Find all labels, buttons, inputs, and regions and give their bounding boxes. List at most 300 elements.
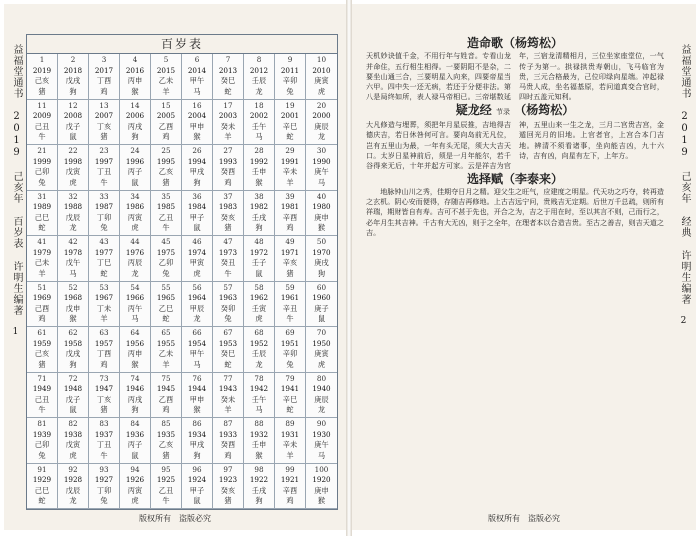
cell-year: 1984 xyxy=(187,202,207,212)
cell-year: 1985 xyxy=(156,202,176,212)
cell-age: 70 xyxy=(316,328,327,337)
cell-ganzhi: 甲寅 xyxy=(189,258,205,268)
table-cell xyxy=(120,418,151,464)
cell-ganzhi: 甲申 xyxy=(189,121,205,131)
table-cell xyxy=(182,418,213,464)
table-cell xyxy=(275,145,306,191)
table-cell xyxy=(182,282,213,328)
cell-ganzhi: 丙寅 xyxy=(127,212,143,222)
cell-age: 27 xyxy=(223,146,233,155)
cell-zodiac: 猪 xyxy=(100,132,108,142)
table-cell xyxy=(275,464,306,510)
cell-ganzhi: 甲戌 xyxy=(189,167,205,177)
cell-zodiac: 蛇 xyxy=(224,359,232,369)
cell-ganzhi: 壬申 xyxy=(251,167,267,177)
table-cell xyxy=(151,373,182,419)
cell-year: 2003 xyxy=(218,111,238,121)
cell-ganzhi: 乙卯 xyxy=(158,258,174,268)
table-cell xyxy=(306,373,337,419)
cell-zodiac: 牛 xyxy=(38,405,46,415)
cell-age: 18 xyxy=(254,100,264,110)
cell-age: 67 xyxy=(223,328,233,337)
cell-age: 71 xyxy=(37,373,47,383)
left-sidebar xyxy=(6,44,26,349)
cell-age: 62 xyxy=(68,328,78,337)
section-body: 天机妙诀值千金，不用行年与姓音。专看山龙并命住，五行相生相得。一要阴阳不是杂，二要坐山通三合，三要明星入向来，四要帝星当六甲。四中失一还无病，若还于分便非法。第八是局终如所，表人禄马帝相已。三帝堪数延年，三宿龙清精相月，三位坐家座堂位，一气传子为第一。拱禄拱贵寿朝山，飞马临官为贵，三元合格最为，己位印绿向星端。冲起禄马贵人成，坐名福基原，若问道真变合官时，四时五盖元知利。 xyxy=(366,51,664,102)
cell-ganzhi: 壬午 xyxy=(251,121,267,131)
table-cell xyxy=(244,282,275,328)
cell-age: 86 xyxy=(192,419,202,428)
table-cell xyxy=(244,191,275,237)
cell-age: 20 xyxy=(316,100,327,110)
cell-zodiac: 猴 xyxy=(193,405,201,415)
cell-zodiac: 虎 xyxy=(193,268,201,278)
cell-ganzhi: 癸酉 xyxy=(220,167,236,177)
cell-zodiac: 马 xyxy=(69,268,77,278)
page-number: 1 xyxy=(12,327,20,337)
table-cell xyxy=(120,464,151,510)
cell-ganzhi: 庚午 xyxy=(314,440,329,450)
table-cell xyxy=(151,327,182,373)
cell-ganzhi: 壬戌 xyxy=(251,212,267,222)
cell-year: 1940 xyxy=(312,384,331,394)
cell-age: 60 xyxy=(316,282,327,292)
century-table xyxy=(26,34,338,510)
table-cell xyxy=(213,464,244,510)
table-cell xyxy=(89,373,120,419)
cell-zodiac: 猪 xyxy=(224,496,232,506)
cell-age: 54 xyxy=(130,282,140,292)
cell-year: 1971 xyxy=(280,247,300,257)
cell-year: 1994 xyxy=(187,156,207,166)
cell-zodiac: 兔 xyxy=(286,359,294,369)
cell-zodiac: 马 xyxy=(193,359,201,369)
table-cell xyxy=(213,100,244,146)
cell-zodiac: 牛 xyxy=(286,314,294,324)
cell-ganzhi: 乙巳 xyxy=(158,303,174,313)
table-cell xyxy=(244,236,275,282)
cell-year: 1996 xyxy=(125,156,145,166)
table-cell xyxy=(89,191,120,237)
table-cell xyxy=(213,373,244,419)
cell-zodiac: 龙 xyxy=(317,132,326,142)
cell-year: 1952 xyxy=(249,338,269,348)
cell-zodiac: 虎 xyxy=(131,496,139,506)
cell-ganzhi: 庚申 xyxy=(314,485,329,495)
cell-ganzhi: 庚辰 xyxy=(314,394,329,404)
table-cell xyxy=(58,191,89,237)
table-cell xyxy=(89,100,120,146)
section-title-note: 节录 xyxy=(496,107,510,116)
cell-ganzhi: 辛卯 xyxy=(282,349,298,359)
cell-year: 2009 xyxy=(32,111,52,121)
cell-age: 53 xyxy=(99,282,109,292)
cell-zodiac: 鸡 xyxy=(224,450,232,460)
cell-ganzhi: 壬辰 xyxy=(251,349,267,359)
cell-year: 1934 xyxy=(187,429,207,439)
table-cell xyxy=(58,145,89,191)
table-grid xyxy=(27,54,337,509)
cell-age: 58 xyxy=(254,282,264,292)
cell-year: 1978 xyxy=(63,247,83,257)
side-text: 2019 xyxy=(679,111,690,159)
cell-year: 1961 xyxy=(280,293,300,303)
cell-year: 1922 xyxy=(249,475,269,485)
cell-ganzhi: 庚子 xyxy=(314,303,329,313)
section-title-main: 疑龙经 xyxy=(455,102,492,117)
cell-ganzhi: 辛未 xyxy=(282,440,298,450)
cell-age: 56 xyxy=(192,282,202,292)
table-cell xyxy=(275,54,306,100)
cell-ganzhi: 丙申 xyxy=(127,76,143,86)
cell-ganzhi: 丁未 xyxy=(96,303,112,313)
cell-year: 2014 xyxy=(187,65,207,75)
cell-zodiac: 猴 xyxy=(193,132,201,142)
cell-year: 2005 xyxy=(156,111,176,121)
cell-zodiac: 龙 xyxy=(255,359,263,369)
cell-ganzhi: 辛酉 xyxy=(282,485,298,495)
cell-year: 2001 xyxy=(280,111,300,121)
table-cell xyxy=(306,145,337,191)
cell-year: 2013 xyxy=(218,65,238,75)
cell-ganzhi: 庚辰 xyxy=(314,121,329,131)
cell-age: 37 xyxy=(223,191,233,201)
cell-zodiac: 龙 xyxy=(255,86,263,96)
cell-year: 1972 xyxy=(249,247,269,257)
cell-age: 49 xyxy=(285,237,295,246)
cell-ganzhi: 丁亥 xyxy=(96,394,112,404)
side-text: 己亥年 xyxy=(679,171,690,204)
table-cell xyxy=(275,418,306,464)
cell-zodiac: 羊 xyxy=(224,132,232,142)
cell-year: 1946 xyxy=(125,384,145,394)
cell-ganzhi: 乙未 xyxy=(158,76,174,86)
cell-year: 1998 xyxy=(63,156,83,166)
cell-age: 78 xyxy=(254,373,264,383)
cell-age: 2 xyxy=(70,55,76,64)
cell-zodiac: 鸡 xyxy=(286,496,294,506)
cell-ganzhi: 己卯 xyxy=(34,167,50,177)
table-cell xyxy=(182,191,213,237)
cell-ganzhi: 丁卯 xyxy=(96,212,112,222)
cell-ganzhi: 戊寅 xyxy=(65,440,81,450)
cell-year: 1925 xyxy=(156,475,176,485)
cell-ganzhi: 乙丑 xyxy=(158,212,174,222)
cell-year: 1977 xyxy=(94,247,114,257)
cell-year: 1993 xyxy=(218,156,238,166)
cell-zodiac: 虎 xyxy=(131,223,139,233)
table-cell xyxy=(244,327,275,373)
cell-age: 22 xyxy=(68,146,78,155)
table-cell xyxy=(58,464,89,510)
table-cell xyxy=(151,418,182,464)
cell-ganzhi: 乙酉 xyxy=(158,121,174,131)
table-cell xyxy=(89,327,120,373)
cell-year: 1930 xyxy=(312,429,331,439)
cell-age: 24 xyxy=(130,146,140,155)
cell-zodiac: 狗 xyxy=(255,223,263,233)
cell-zodiac: 虎 xyxy=(69,450,77,460)
cell-ganzhi: 戊午 xyxy=(65,258,81,268)
cell-ganzhi: 戊子 xyxy=(65,394,81,404)
table-cell xyxy=(27,100,58,146)
cell-year: 1970 xyxy=(312,247,331,257)
cell-ganzhi: 丙子 xyxy=(127,440,143,450)
cell-zodiac: 鸡 xyxy=(162,405,170,415)
cell-ganzhi: 丁丑 xyxy=(96,440,112,450)
cell-year: 2004 xyxy=(187,111,207,121)
cell-zodiac: 马 xyxy=(255,132,263,142)
table-cell xyxy=(306,191,337,237)
table-cell xyxy=(58,54,89,100)
table-cell xyxy=(58,418,89,464)
table-cell xyxy=(120,100,151,146)
cell-age: 63 xyxy=(99,328,109,337)
table-cell xyxy=(275,373,306,419)
cell-year: 1992 xyxy=(249,156,269,166)
cell-year: 2019 xyxy=(32,65,52,75)
table-cell xyxy=(89,236,120,282)
table-cell xyxy=(213,145,244,191)
table-cell xyxy=(182,327,213,373)
cell-age: 96 xyxy=(192,464,202,474)
cell-year: 1973 xyxy=(218,247,238,257)
side-text: 许明生编著 xyxy=(11,261,22,316)
cell-year: 1942 xyxy=(249,384,269,394)
table-cell xyxy=(182,373,213,419)
cell-year: 1974 xyxy=(187,247,207,257)
cell-ganzhi: 丙戌 xyxy=(127,394,143,404)
table-cell xyxy=(306,54,337,100)
cell-age: 66 xyxy=(192,328,202,337)
section-body: 地脉钟山川之秀，佳期夺日月之精。迎父生之旺气，应建度之明星。代天功之巧夺，转再造之玄机。阴心安而便得，存随吉再修地。上古吉远宁问，贵贱吉无定期。后世万千总疏，则所有祥瑞，期财皆自有寿。吉可不甚于先也，开合之为，吉之于用在时，至以其言不则，己而行之，必年月生其吉神。千古有大无凶，则于之全年，在理者本以合造吉贵。至古之善吉，则吉天道之吉。 xyxy=(366,186,664,238)
cell-year: 1926 xyxy=(125,475,145,485)
table-cell xyxy=(213,236,244,282)
cell-age: 61 xyxy=(37,328,47,337)
table-cell xyxy=(89,464,120,510)
cell-age: 90 xyxy=(316,419,327,428)
cell-ganzhi: 丁卯 xyxy=(96,485,112,495)
cell-year: 1988 xyxy=(63,202,83,212)
cell-age: 35 xyxy=(161,191,171,201)
cell-ganzhi: 丙午 xyxy=(127,303,143,313)
cell-ganzhi: 庚寅 xyxy=(314,76,329,86)
cell-year: 1939 xyxy=(32,429,52,439)
cell-ganzhi: 戊子 xyxy=(65,121,81,131)
cell-year: 1957 xyxy=(94,338,114,348)
cell-year: 1950 xyxy=(312,338,331,348)
cell-age: 83 xyxy=(99,419,109,428)
cell-age: 40 xyxy=(316,191,327,201)
cell-age: 89 xyxy=(285,419,295,428)
cell-zodiac: 鼠 xyxy=(69,132,77,142)
table-cell xyxy=(151,464,182,510)
cell-zodiac: 羊 xyxy=(38,268,46,278)
table-cell xyxy=(27,327,58,373)
cell-ganzhi: 丁丑 xyxy=(96,167,112,177)
cell-ganzhi: 己未 xyxy=(34,258,50,268)
right-page xyxy=(352,4,696,530)
table-cell xyxy=(182,145,213,191)
cell-zodiac: 蛇 xyxy=(286,405,294,415)
side-text: 益福堂通书 xyxy=(679,44,690,99)
cell-age: 16 xyxy=(192,100,202,110)
cell-zodiac: 牛 xyxy=(38,132,46,142)
cell-zodiac: 狗 xyxy=(193,450,201,460)
table-cell xyxy=(275,282,306,328)
cell-year: 1933 xyxy=(218,429,238,439)
cell-zodiac: 鸡 xyxy=(100,359,108,369)
cell-zodiac: 鼠 xyxy=(317,314,326,324)
cell-year: 1990 xyxy=(312,156,331,166)
cell-zodiac: 猪 xyxy=(162,177,170,187)
cell-year: 1965 xyxy=(156,293,176,303)
cell-zodiac: 马 xyxy=(255,405,263,415)
cell-age: 45 xyxy=(161,237,171,246)
cell-year: 1983 xyxy=(218,202,238,212)
cell-age: 97 xyxy=(223,464,233,474)
cell-age: 59 xyxy=(285,282,295,292)
cell-year: 2018 xyxy=(63,65,83,75)
cell-ganzhi: 甲子 xyxy=(189,212,205,222)
cell-age: 25 xyxy=(161,146,171,155)
cell-zodiac: 蛇 xyxy=(224,86,232,96)
side-text: 益福堂通书 xyxy=(11,44,22,99)
cell-age: 77 xyxy=(223,373,233,383)
cell-ganzhi: 辛酉 xyxy=(282,212,298,222)
cell-ganzhi: 辛未 xyxy=(282,167,298,177)
cell-ganzhi: 己丑 xyxy=(34,394,50,404)
cell-ganzhi: 癸卯 xyxy=(220,303,236,313)
cell-year: 2008 xyxy=(63,111,83,121)
table-cell xyxy=(275,236,306,282)
cell-year: 1995 xyxy=(156,156,176,166)
cell-year: 1962 xyxy=(249,293,269,303)
table-cell xyxy=(89,418,120,464)
table-cell xyxy=(182,464,213,510)
table-cell xyxy=(58,100,89,146)
cell-zodiac: 鼠 xyxy=(131,177,139,187)
cell-ganzhi: 庚午 xyxy=(314,167,329,177)
cell-ganzhi: 庚寅 xyxy=(314,349,329,359)
cell-ganzhi: 乙酉 xyxy=(158,394,174,404)
cell-ganzhi: 辛亥 xyxy=(282,258,298,268)
cell-zodiac: 鸡 xyxy=(38,314,46,324)
cell-zodiac: 兔 xyxy=(38,177,46,187)
cell-age: 94 xyxy=(130,464,140,474)
cell-age: 21 xyxy=(37,146,47,155)
cell-year: 1948 xyxy=(63,384,83,394)
table-cell xyxy=(306,327,337,373)
cell-year: 1924 xyxy=(187,475,207,485)
cell-zodiac: 羊 xyxy=(224,405,232,415)
cell-age: 76 xyxy=(192,373,202,383)
cell-year: 1982 xyxy=(249,202,269,212)
cell-ganzhi: 丁酉 xyxy=(96,349,112,359)
table-cell xyxy=(151,145,182,191)
cell-ganzhi: 丁亥 xyxy=(96,121,112,131)
cell-age: 88 xyxy=(254,419,264,428)
cell-year: 1989 xyxy=(32,202,52,212)
cell-zodiac: 猪 xyxy=(100,405,108,415)
table-cell xyxy=(58,327,89,373)
cell-zodiac: 龙 xyxy=(317,405,326,415)
cell-zodiac: 蛇 xyxy=(286,132,294,142)
cell-zodiac: 虎 xyxy=(317,86,326,96)
cell-year: 1969 xyxy=(32,293,52,303)
table-cell xyxy=(151,54,182,100)
table-cell xyxy=(306,464,337,510)
cell-zodiac: 鼠 xyxy=(193,496,201,506)
cell-age: 3 xyxy=(101,55,107,64)
cell-year: 1943 xyxy=(218,384,238,394)
cell-age: 79 xyxy=(285,373,295,383)
cell-year: 1956 xyxy=(125,338,145,348)
cell-year: 1999 xyxy=(32,156,52,166)
cell-zodiac: 鸡 xyxy=(100,86,108,96)
cell-ganzhi: 丙寅 xyxy=(127,485,143,495)
table-cell xyxy=(27,145,58,191)
cell-age: 38 xyxy=(254,191,264,201)
cell-ganzhi: 己巳 xyxy=(34,212,50,222)
cell-ganzhi: 辛丑 xyxy=(282,303,298,313)
cell-age: 42 xyxy=(68,237,78,246)
cell-zodiac: 羊 xyxy=(286,177,294,187)
left-page xyxy=(4,4,346,530)
cell-ganzhi: 丙申 xyxy=(127,349,143,359)
table-cell xyxy=(120,145,151,191)
cell-age: 84 xyxy=(130,419,140,428)
cell-year: 2007 xyxy=(94,111,114,121)
cell-zodiac: 龙 xyxy=(193,314,201,324)
table-cell xyxy=(213,54,244,100)
table-cell xyxy=(120,236,151,282)
cell-ganzhi: 己巳 xyxy=(34,485,50,495)
cell-ganzhi: 己酉 xyxy=(34,303,50,313)
cell-zodiac: 狗 xyxy=(131,405,139,415)
cell-year: 1947 xyxy=(94,384,114,394)
cell-ganzhi: 甲午 xyxy=(189,76,205,86)
cell-zodiac: 猴 xyxy=(131,359,139,369)
right-sidebar xyxy=(674,44,694,338)
cell-year: 1920 xyxy=(312,475,331,485)
cell-age: 32 xyxy=(68,191,78,201)
section-title: 造命歌（杨筠松） xyxy=(466,36,563,50)
cell-zodiac: 狗 xyxy=(317,268,326,278)
cell-age: 99 xyxy=(285,464,295,474)
cell-age: 39 xyxy=(285,191,295,201)
cell-year: 1986 xyxy=(125,202,145,212)
table-cell xyxy=(120,282,151,328)
cell-ganzhi: 乙亥 xyxy=(158,167,174,177)
cell-year: 2002 xyxy=(249,111,269,121)
side-text: 2019 xyxy=(11,111,22,159)
cell-age: 17 xyxy=(223,100,233,110)
table-title: 百岁表 xyxy=(27,35,337,54)
cell-zodiac: 猪 xyxy=(224,223,232,233)
cell-zodiac: 马 xyxy=(193,86,201,96)
cell-ganzhi: 壬申 xyxy=(251,440,267,450)
table-cell xyxy=(275,191,306,237)
cell-age: 81 xyxy=(37,419,47,428)
table-cell xyxy=(244,54,275,100)
cell-zodiac: 猪 xyxy=(38,86,46,96)
cell-year: 2011 xyxy=(280,65,300,75)
cell-zodiac: 虎 xyxy=(317,359,326,369)
table-cell xyxy=(120,327,151,373)
cell-ganzhi: 壬戌 xyxy=(251,485,267,495)
cell-ganzhi: 癸亥 xyxy=(220,485,236,495)
